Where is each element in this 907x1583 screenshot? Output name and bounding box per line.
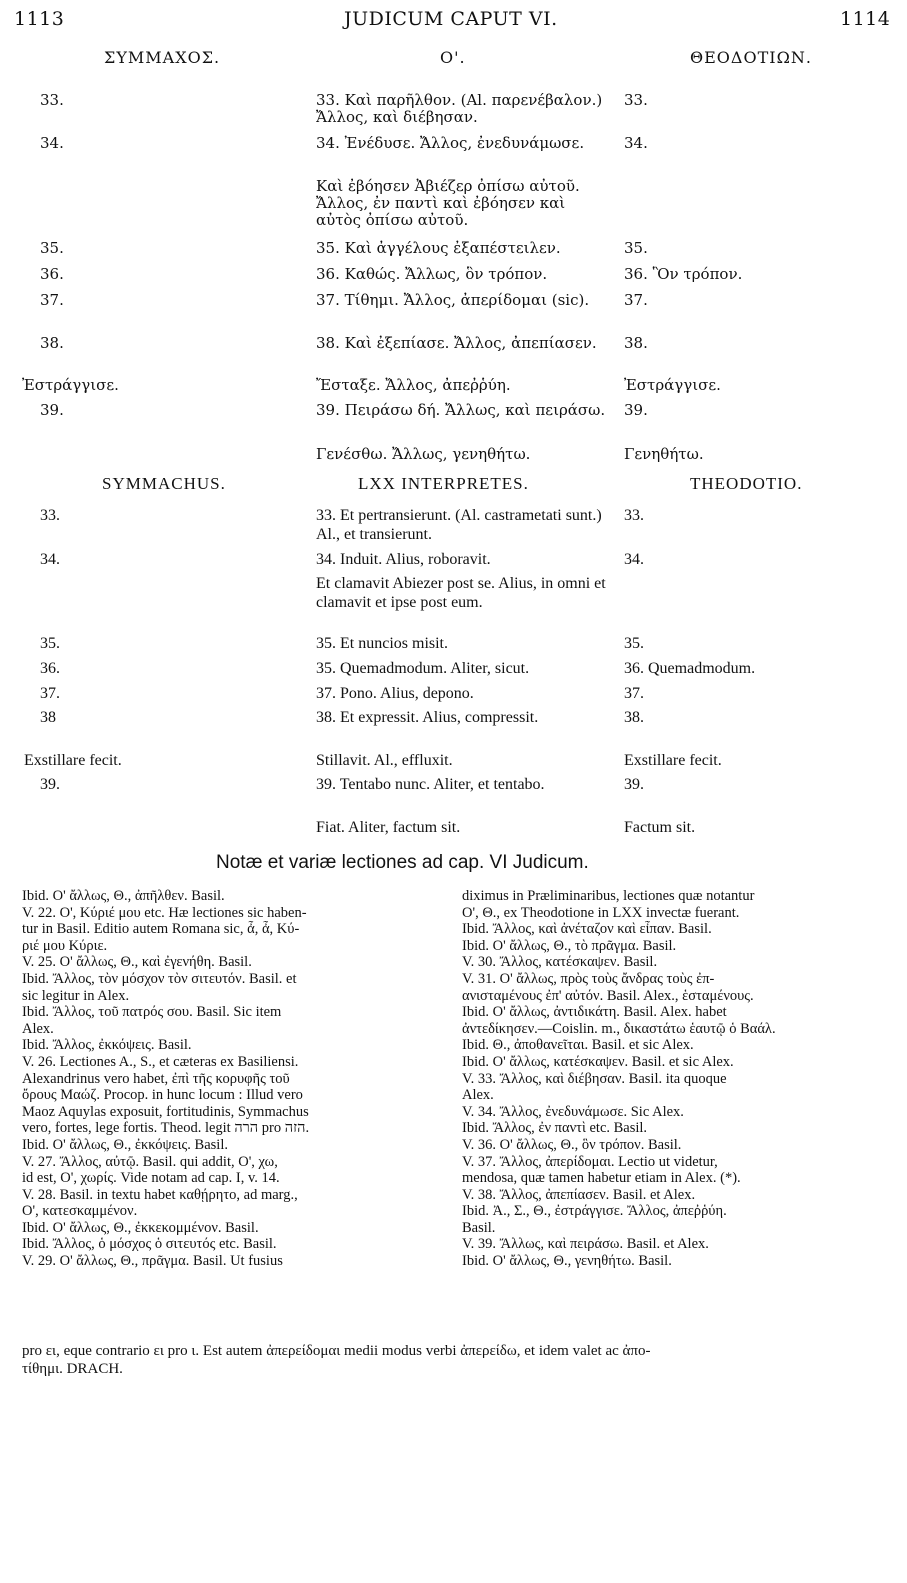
note-line: Maoz Aquylas exposuit, fortitudinis, Symmachus bbox=[22, 1103, 309, 1120]
note-line: Alexandrinus vero habet, ἐπὶ τῆς κορυφῆς τοῦ bbox=[22, 1070, 290, 1087]
note-line: Ibid. Ἄλλος, ἐν παντὶ etc. Basil. bbox=[462, 1120, 648, 1137]
note-line: V. 27. Ἄλλος, αὐτῷ. Basil. qui addit, Ο', χω, bbox=[22, 1153, 278, 1170]
latin-row-right: 38. bbox=[624, 709, 644, 726]
latin-row-right: Exstillare fecit. bbox=[624, 752, 722, 769]
note-line: V. 38. Ἄλλος, ἀπεπίασεν. Basil. et Alex. bbox=[462, 1186, 696, 1203]
latin-row-left: 38 bbox=[40, 709, 56, 726]
greek-header-theodotion: ΘΕΟΔΟΤΙΩΝ. bbox=[690, 48, 812, 67]
latin-row-center: 34. Induit. Alius, roboravit. bbox=[316, 551, 491, 568]
latin-row-left: 33. bbox=[40, 507, 60, 524]
latin-row-center: Et clamavit Abiezer post se. Alius, in omni et clamavit et ipse post eum. bbox=[316, 575, 606, 611]
note-line: Ibid. Ο' ἄλλως, Θ., τὸ πρᾶγμα. Basil. bbox=[462, 937, 677, 954]
greek-row-right: 33. bbox=[624, 91, 648, 109]
note-line: V. 31. Ο' ἄλλως, πρὸς τοὺς ἄνδρας τοὺς ἐπ- bbox=[462, 970, 715, 987]
note-line: Ibid. Ο' ἄλλως, Θ., ἐκκόψεις. Basil. bbox=[22, 1136, 228, 1153]
latin-row-center: 35. Et nuncios misit. bbox=[316, 635, 448, 652]
note-line: V. 37. Ἄλλος, ἀπερίδομαι. Lectio ut videtur, bbox=[462, 1153, 718, 1170]
greek-row-center: 34. Ἐνέδυσε. Ἄλλος, ἐνεδυνάμωσε. bbox=[316, 134, 585, 152]
note-line: V. 36. Ο' ἄλλως, Θ., ὃν τρόπον. Basil. bbox=[462, 1136, 682, 1153]
greek-row-left: 35. bbox=[40, 239, 64, 257]
greek-row-center: 37. Τίθημι. Ἄλλος, ἀπερίδομαι (sic). bbox=[316, 291, 590, 309]
note-line: Ibid. Ο' ἄλλως, ἀντιδικάτη. Basil. Alex. habet bbox=[462, 1004, 727, 1021]
latin-row-right: 36. Quemadmodum. bbox=[624, 660, 756, 677]
greek-row-center: 35. Καὶ ἀγγέλους ἐξαπέστειλεν. bbox=[316, 239, 561, 257]
latin-row-left: 37. bbox=[40, 685, 60, 702]
note-line: Basil. bbox=[462, 1219, 496, 1236]
notes-left-column bbox=[22, 888, 442, 1270]
note-line: Ο', Θ., ex Theodotione in LXX invectæ fuerant. bbox=[462, 904, 740, 921]
greek-row-center: 36. Καθώς. Ἄλλως, ὃν τρόπον. bbox=[316, 265, 548, 283]
greek-row-left: 34. bbox=[40, 134, 64, 152]
latin-row-left: 34. bbox=[40, 551, 60, 568]
latin-row-left: Exstillare fecit. bbox=[24, 752, 122, 769]
note-line: V. 25. Ο' ἄλλως, Θ., καὶ ἐγενήθη. Basil. bbox=[22, 954, 252, 971]
greek-row-center: Γενέσθω. Ἄλλως, γενηθήτω. bbox=[316, 445, 531, 463]
note-line: V. 33. Ἄλλος, καὶ διέβησαν. Basil. ita quoque bbox=[462, 1070, 727, 1087]
notes-title: Notæ et variæ lectiones ad cap. VI Judicum. bbox=[216, 852, 589, 873]
footnote bbox=[22, 1342, 884, 1378]
page-number-left: 1113 bbox=[14, 8, 65, 30]
latin-row-right: 39. bbox=[624, 776, 644, 793]
note-line: Ibid. Ο' ἄλλως, Θ., ἀπῆλθεν. Basil. bbox=[22, 888, 225, 904]
note-line: V. 34. Ἄλλος, ἐνεδυνάμωσε. Sic Alex. bbox=[462, 1103, 684, 1120]
latin-row-center: 37. Pono. Alius, depono. bbox=[316, 685, 474, 702]
greek-row-right: 34. bbox=[624, 134, 648, 152]
note-line: ριέ μου Κύριε. bbox=[22, 937, 108, 954]
note-line: Ibid. Ἄλλος, ἐκκόψεις. Basil. bbox=[22, 1037, 192, 1054]
latin-row-right: 35. bbox=[624, 635, 644, 652]
page-number-right: 1114 bbox=[840, 8, 891, 30]
note-line: Ibid. Ἀ., Σ., Θ., ἐστράγγισε. Ἄλλος, ἀπεῤῥύη. bbox=[462, 1203, 727, 1220]
greek-row-left: 37. bbox=[40, 291, 64, 309]
greek-row-left: 38. bbox=[40, 334, 64, 352]
note-line: V. 39. Ἄλλως, καὶ πειράσω. Basil. et Alex. bbox=[462, 1236, 709, 1253]
greek-header-lxx: Ο'. bbox=[440, 48, 466, 67]
note-line: id est, Ο', χωρίς. Vide notam ad cap. I, v. 14. bbox=[22, 1170, 280, 1187]
greek-row-center: Καὶ ἐβόησεν Ἀβιέζερ ὀπίσω αὐτοῦ. Ἄλλος, ἐν παντὶ καὶ ἐβόησεν καὶ αὐτὸς ὀπίσω αὐτοῦ. bbox=[316, 177, 580, 229]
note-line: V. 26. Lectiones A., S., et cæteras ex Basiliensi. bbox=[22, 1053, 299, 1070]
latin-row-center: Fiat. Aliter, factum sit. bbox=[316, 819, 461, 836]
note-line: Ibid. Θ., ἀποθανεῖται. Basil. et sic Alex. bbox=[462, 1037, 694, 1054]
note-line: Ibid. Ἄλλος, ὁ μόσχος ὁ σιτευτός etc. Basil. bbox=[22, 1236, 277, 1253]
greek-row-left: 39. bbox=[40, 401, 64, 419]
note-line: diximus in Præliminaribus, lectiones quæ notantur bbox=[462, 888, 755, 904]
greek-row-center: 38. Καὶ ἐξεπίασε. Ἄλλος, ἀπεπίασεν. bbox=[316, 334, 597, 352]
note-line: tur in Basil. Editio autem Romana sic, ἆ, ἆ, Κύ- bbox=[22, 921, 300, 938]
greek-row-right: 36. Ὃν τρόπον. bbox=[624, 265, 743, 283]
latin-header-theodotio: THEODOTIO. bbox=[690, 474, 803, 493]
note-line: V. 22. Ο', Κύριέ μου etc. Hæ lectiones sic haben- bbox=[22, 904, 307, 921]
latin-row-center: 35. Quemadmodum. Aliter, sicut. bbox=[316, 660, 530, 677]
note-line: ανισταμένους ἐπ' αὐτόν. Basil. Alex., ἑσταμένους. bbox=[462, 987, 754, 1004]
greek-row-right: Ἐστράγγισε. bbox=[624, 376, 721, 394]
footnote-line: pro ει, eque contrario ει pro ι. Est autem ἀπερείδομαι medii modus verbi ἀπερείδω, et idem valet ac ἀπο- bbox=[22, 1343, 651, 1359]
latin-row-left: 36. bbox=[40, 660, 60, 677]
note-line: Ibid. Ο' ἄλλως, Θ., ἐκκεκομμένον. Basil. bbox=[22, 1219, 259, 1236]
note-line: sic legitur in Alex. bbox=[22, 987, 130, 1004]
footnote-line: τίθημι. DRACH. bbox=[22, 1361, 123, 1377]
greek-row-left: 33. bbox=[40, 91, 64, 109]
latin-row-right: 37. bbox=[624, 685, 644, 702]
latin-header-lxx: LXX INTERPRETES. bbox=[358, 474, 529, 493]
note-line: Ibid. Ἄλλος, τὸν μόσχον τὸν σιτευτόν. Basil. et bbox=[22, 970, 297, 987]
note-line: Ibid. Ἄλλος, καὶ ἀνέταζον καὶ εἶπαν. Basil. bbox=[462, 921, 712, 938]
greek-row-right: 39. bbox=[624, 401, 648, 419]
latin-row-left: 39. bbox=[40, 776, 60, 793]
latin-row-center: 39. Tentabo nunc. Aliter, et tentabo. bbox=[316, 776, 545, 793]
greek-row-right: 38. bbox=[624, 334, 648, 352]
notes-right-column bbox=[462, 888, 882, 1270]
note-line: Alex. bbox=[462, 1087, 494, 1104]
greek-row-left: 36. bbox=[40, 265, 64, 283]
note-line: V. 28. Basil. in textu habet καθῄρητο, ad marg., bbox=[22, 1186, 298, 1203]
greek-row-center: Ἔσταξε. Ἄλλος, ἀπεῤῥύη. bbox=[316, 376, 511, 394]
latin-row-center: Stillavit. Al., effluxit. bbox=[316, 752, 453, 769]
latin-row-center: 33. Et pertransierunt. (Al. castrametati sunt.) Al., et transierunt. bbox=[316, 507, 602, 543]
page-title: JUDICUM CAPUT VI. bbox=[344, 8, 558, 30]
note-line: mendosa, quæ tamen habetur etiam in Alex. (*). bbox=[462, 1170, 741, 1187]
latin-row-left: 35. bbox=[40, 635, 60, 652]
note-line: Ibid. Ο' ἄλλως, κατέσκαψεν. Basil. et sic Alex. bbox=[462, 1053, 734, 1070]
latin-header-symmachus: SYMMACHUS. bbox=[102, 474, 226, 493]
note-line: Alex. bbox=[22, 1020, 54, 1037]
note-line: vero, fortes, lege fortis. Theod. legit הרה pro הזה. bbox=[22, 1120, 310, 1137]
greek-row-center: 33. Καὶ παρῆλθον. (Al. παρενέβαλον.) Ἄλλος, καὶ διέβησαν. bbox=[316, 91, 603, 126]
greek-row-right: Γενηθήτω. bbox=[624, 445, 704, 463]
note-line: Ibid. Ἄλλος, τοῦ πατρός σου. Basil. Sic item bbox=[22, 1004, 282, 1021]
latin-row-right: 34. bbox=[624, 551, 644, 568]
note-line: Ibid. Ο' ἄλλως, Θ., γενηθήτω. Basil. bbox=[462, 1253, 672, 1270]
greek-row-right: 37. bbox=[624, 291, 648, 309]
note-line: Ο', κατεσκαμμένον. bbox=[22, 1203, 138, 1220]
greek-row-left: Ἐστράγγισε. bbox=[22, 376, 119, 394]
latin-row-center: 38. Et expressit. Alius, compressit. bbox=[316, 709, 539, 726]
latin-row-right: Factum sit. bbox=[624, 819, 696, 836]
greek-header-symmachus: ΣΥΜΜΑΧΟΣ. bbox=[104, 48, 221, 67]
latin-row-right: 33. bbox=[624, 507, 644, 524]
note-line: V. 30. Ἄλλος, κατέσκαψεν. Basil. bbox=[462, 954, 658, 971]
note-line: ὄρους Μαώζ. Procop. in hunc locum : Illud vero bbox=[22, 1087, 303, 1104]
greek-row-center: 39. Πειράσω δή. Ἄλλως, καὶ πειράσω. bbox=[316, 401, 606, 419]
note-line: ἀντεδίκησεν.—Coislin. m., δικαστάτω ἑαυτῷ ὁ Βαάλ. bbox=[462, 1020, 776, 1037]
greek-row-right: 35. bbox=[624, 239, 648, 257]
note-line: V. 29. Ο' ἄλλως, Θ., πρᾶγμα. Basil. Ut fusius bbox=[22, 1253, 283, 1270]
